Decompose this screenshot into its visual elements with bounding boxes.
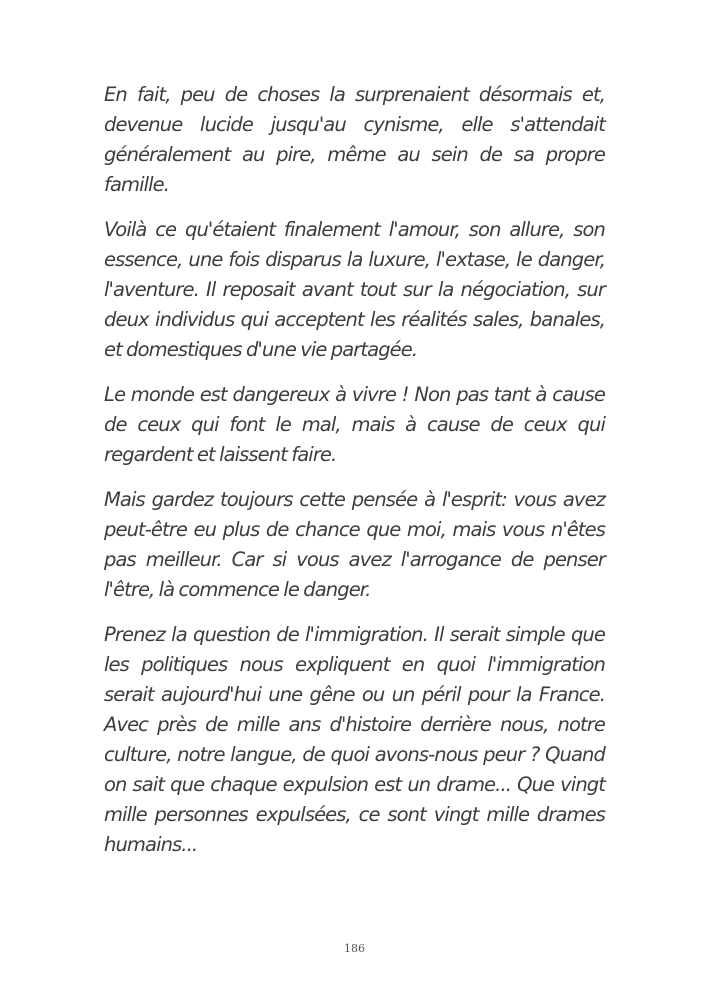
paragraph: En fait, peu de choses la surprenaient désormais et, devenue lucide jusqu'au cynisme, elle s'attendait généralement au pire, même au sein de sa propre famille. [104,83,605,196]
paragraph: Mais gardez toujours cette pensée à l'esprit: vous avez peut-être eu plus de chance que moi, mais vous n'êtes pas meilleur. Car si vous avez l'arrogance de penser l'être, là commence le danger. [104,488,605,601]
page-number: 186 [344,942,365,955]
paragraph: Le monde est dangereux à vivre ! Non pas tant à cause de ceux qui font le mal, mais à cause de ceux qui regardent et laissent faire. [104,383,605,466]
paragraph: Voilà ce qu'étaient finalement l'amour, son allure, son essence, une fois disparus la luxure, l'extase, le danger, l'aventure. Il reposait avant tout sur la négociation, sur deux individus qui acceptent les réalités sales, banales, et domestiques d'une vie partagée. [104,218,605,361]
paragraph: Prenez la question de l'immigration. Il serait simple que les politiques nous expliquent en quoi l'immigration serait aujourd'hui une gêne ou un péril pour la France. Avec près de mille ans d'histoire derrière nous, notre culture, notre langue, de quoi avons-nous peur ? Quand on sait que chaque expulsion est un drame... Que vingt mille personnes expulsées, ce sont vingt mille drames humains... [104,623,605,856]
page-body [104,80,605,875]
